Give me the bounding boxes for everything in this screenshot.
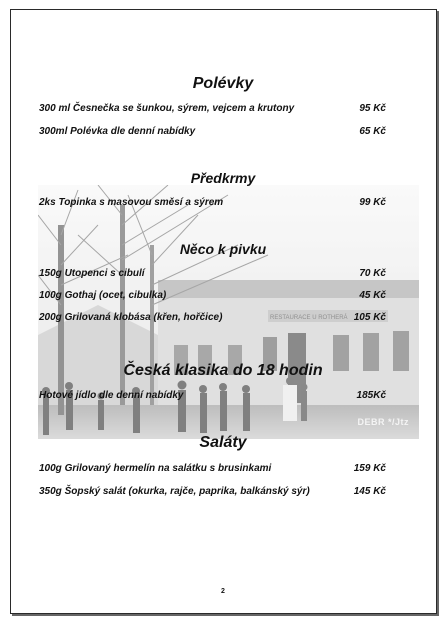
menu-item-price: 45 Kč <box>359 290 386 301</box>
photo-caption: DEBR */Jtz <box>357 417 409 427</box>
menu-item-name: 350g Šopský salát (okurka, rajče, paprika, balkánský sýr) <box>39 486 310 497</box>
menu-item-price: 159 Kč <box>353 463 386 474</box>
page-number: 2 <box>221 588 225 595</box>
menu-item-price: 95 Kč <box>359 103 386 114</box>
menu-item-name: 200g Grilovaná klobása (křen, hořčice) <box>39 312 223 323</box>
menu-item-price: 105 Kč <box>353 312 386 323</box>
menu-item-name: 2ks Topinka s masovou směsí a sýrem <box>39 197 224 208</box>
menu-item-name: 150g Utopenci s cibulí <box>39 268 145 279</box>
section-title-predkrmy: Předkrmy <box>190 170 256 186</box>
section-title-salaty: Saláty <box>199 434 247 451</box>
building-sign: RESTAURACE U ROTHERÁ <box>270 315 348 321</box>
section-title-polevky: Polévky <box>192 75 254 92</box>
menu-item-price: 99 Kč <box>359 197 386 208</box>
menu-item-name: 300 ml Česnečka se šunkou, sýrem, vejcem a krutony <box>39 103 295 114</box>
menu-item-name: 100g Gothaj (ocet, cibulka) <box>39 290 167 301</box>
section-title-neco-k-pivku: Něco k pivku <box>179 241 267 257</box>
menu-item-price: 65 Kč <box>359 126 386 137</box>
menu-item-price: 145 Kč <box>353 486 386 497</box>
menu-item-price: 70 Kč <box>359 268 386 279</box>
menu-item-name: 300ml Polévka dle denní nabídky <box>39 126 196 137</box>
section-title-ceska-klasika: Česká klasika do 18 hodin <box>123 362 323 379</box>
menu-item-name: 100g Grilovaný hermelín na salátku s brusinkami <box>39 463 272 474</box>
menu-item-name: Hotové jídlo dle denní nabídky <box>39 390 184 401</box>
menu-item-price: 185Kč <box>356 390 386 401</box>
